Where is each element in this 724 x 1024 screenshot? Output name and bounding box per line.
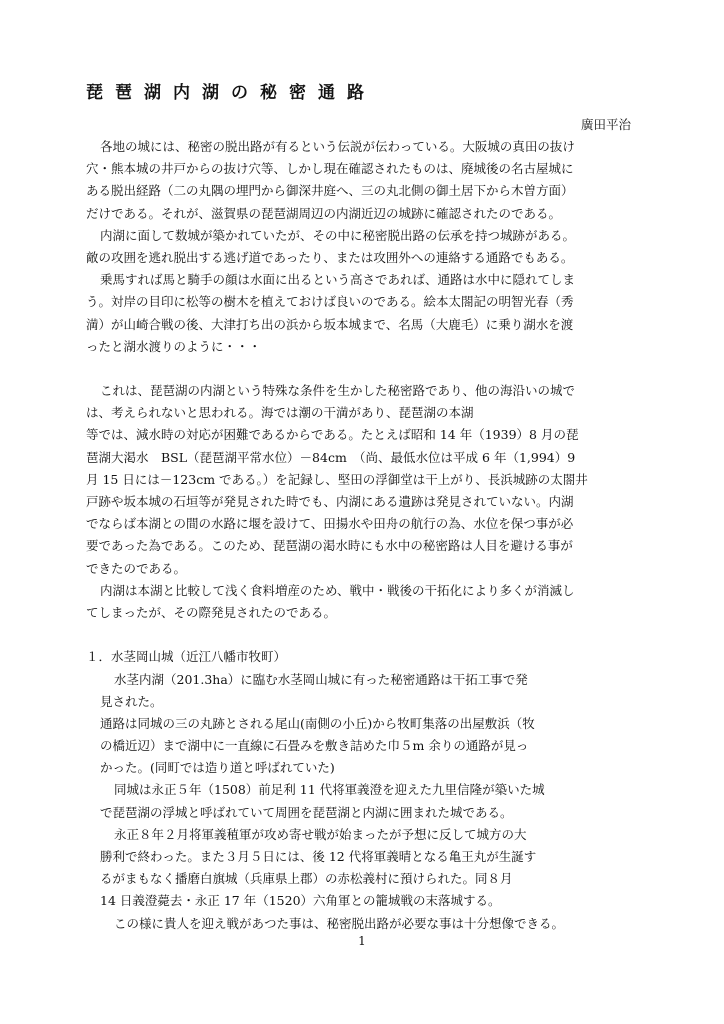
text-line: 等では、減水時の対応が困難であるからである。たとえば昭和 14 年（1939）8 月の琵 <box>86 427 579 443</box>
section-1 <box>86 646 631 934</box>
text-line: 永正８年２月将軍義稙軍が攻め寄せ戦が始まったが予想に反して城方の大 <box>114 826 527 842</box>
text-line: 14 日義澄薨去・永正 17 年（1520）六角軍との籠城戦の末落城する。 <box>100 893 501 909</box>
text-line: 穴・熊本城の井戸からの抜け穴等、しかし現在確認されたものは、廃城後の名古屋城に <box>86 161 574 177</box>
paragraph-3 <box>86 269 631 358</box>
text-line: は、考えられないと思われる。海では潮の干満があり、琵琶湖の本湖 <box>86 405 474 421</box>
text-line: 乗馬すれば馬と騎手の顔は水面に出るという高さであれば、通路は水中に隠れてしま <box>100 272 576 288</box>
text-line: だけである。それが、滋賀県の琵琶湖周辺の内湖近辺の城跡に確認されたのである。 <box>86 205 562 221</box>
section-heading: １．水茎岡山城（近江八幡市牧町） <box>86 649 287 665</box>
text-line: できたのである。 <box>86 560 187 576</box>
text-line: てしまったが、その際発見されたのである。 <box>86 604 337 620</box>
author-name: 廣田平治 <box>580 117 631 132</box>
text-line: るがまもなく播磨白旗城（兵庫県上郡）の赤松義村に預けられた。同８月 <box>100 871 513 887</box>
text-line: ったと湖水渡りのように・・・ <box>86 338 262 354</box>
paragraph-spacer <box>86 358 631 380</box>
text-line: 琶湖大渇水 BSL（琵琶湖平常水位）－84cm （尚、最低水位は平成 6 年（1,994）9 <box>86 449 576 465</box>
paragraph-1 <box>86 136 631 225</box>
paragraph-2 <box>86 225 631 269</box>
text-line: 見された。 <box>100 693 163 709</box>
text-line: でならば本湖との間の水路に堰を設けて、田揚水や田舟の航行の為、水位を保つ事が必 <box>86 516 574 532</box>
text-line: 内湖は本湖と比較して浅く食料増産のため、戦中・戦後の干拓化により多くが消滅し <box>100 582 575 598</box>
text-line: で琵琶湖の浮城と呼ばれていて周囲を琵琶湖と内湖に囲まれた城である。 <box>100 804 513 820</box>
text-line: かった。(同町では造り道と呼ばれていた) <box>100 760 335 776</box>
text-line: 水茎内湖（201.3ha）に臨む水茎岡山城に有った秘密通路は干拓工事で発 <box>114 671 528 687</box>
text-line: 各地の城には、秘密の脱出路が有るという伝説が伝わっている。大阪城の真田の抜け <box>100 139 575 154</box>
text-line: 通路は同城の三の丸跡とされる尾山(南側の小丘)から牧町集落の出屋敷浜（牧 <box>100 715 535 731</box>
text-line: の橋近辺）まで湖中に一直線に石畳みを敷き詰めた巾５m 余りの通路が見っ <box>100 738 529 754</box>
text-line: 月 15 日には－123cm である。）を記録し、堅田の浮御堂は干上がり、長浜城跡の太閤井 <box>86 471 588 487</box>
section-spacer <box>86 624 631 646</box>
document-page <box>86 78 631 935</box>
text-line: 満）が山崎合戦の後、大津打ち出の浜から坂本城まで、名馬（大鹿毛）に乗り湖水を渡 <box>86 316 574 332</box>
text-line: う。対岸の目印に松等の樹木を植えておけば良いのである。絵本太閤記の明智光春（秀 <box>86 294 574 310</box>
paragraph-5 <box>86 580 631 624</box>
text-line: これは、琵琶湖の内湖という特殊な条件を生かした秘密路であり、他の海沿いの城で <box>100 383 576 399</box>
paragraph-4 <box>86 380 631 580</box>
text-line: この様に貴人を迎え戦があつた事は、秘密脱出路が必要な事は十分想像できる。 <box>114 915 565 931</box>
text-line: 同城は永正５年（1508）前足利 11 代将軍義澄を迎えた九里信隆が築いた城 <box>114 782 545 798</box>
text-line: 要であった為である。このため、琵琶湖の渇水時にも水中の秘密路は人目を避ける事が <box>86 538 573 554</box>
document-title: 琵琶湖内湖の秘密通路 <box>86 83 376 103</box>
text-line: 敵の攻囲を逃れ脱出する逃げ道であったり、または攻囲外への連絡する通路でもある。 <box>86 249 574 265</box>
text-line: 勝利で終わった。また３月５日には、後 12 代将軍義晴となる亀王丸が生誕す <box>100 849 537 864</box>
text-line: 内湖に面して数城が築かれていたが、その中に秘密脱出路の伝承を持つ城跡がある。 <box>100 227 576 243</box>
page-number: 1 <box>358 934 366 948</box>
text-line: 戸跡や坂本城の石垣等が発見された時でも、内湖にある遺跡は発見されていない。内湖 <box>86 494 574 509</box>
text-line: ある脱出経路（二の丸隅の埋門から御深井庭へ、三の丸北側の御土居下から木曽方面） <box>86 183 574 199</box>
